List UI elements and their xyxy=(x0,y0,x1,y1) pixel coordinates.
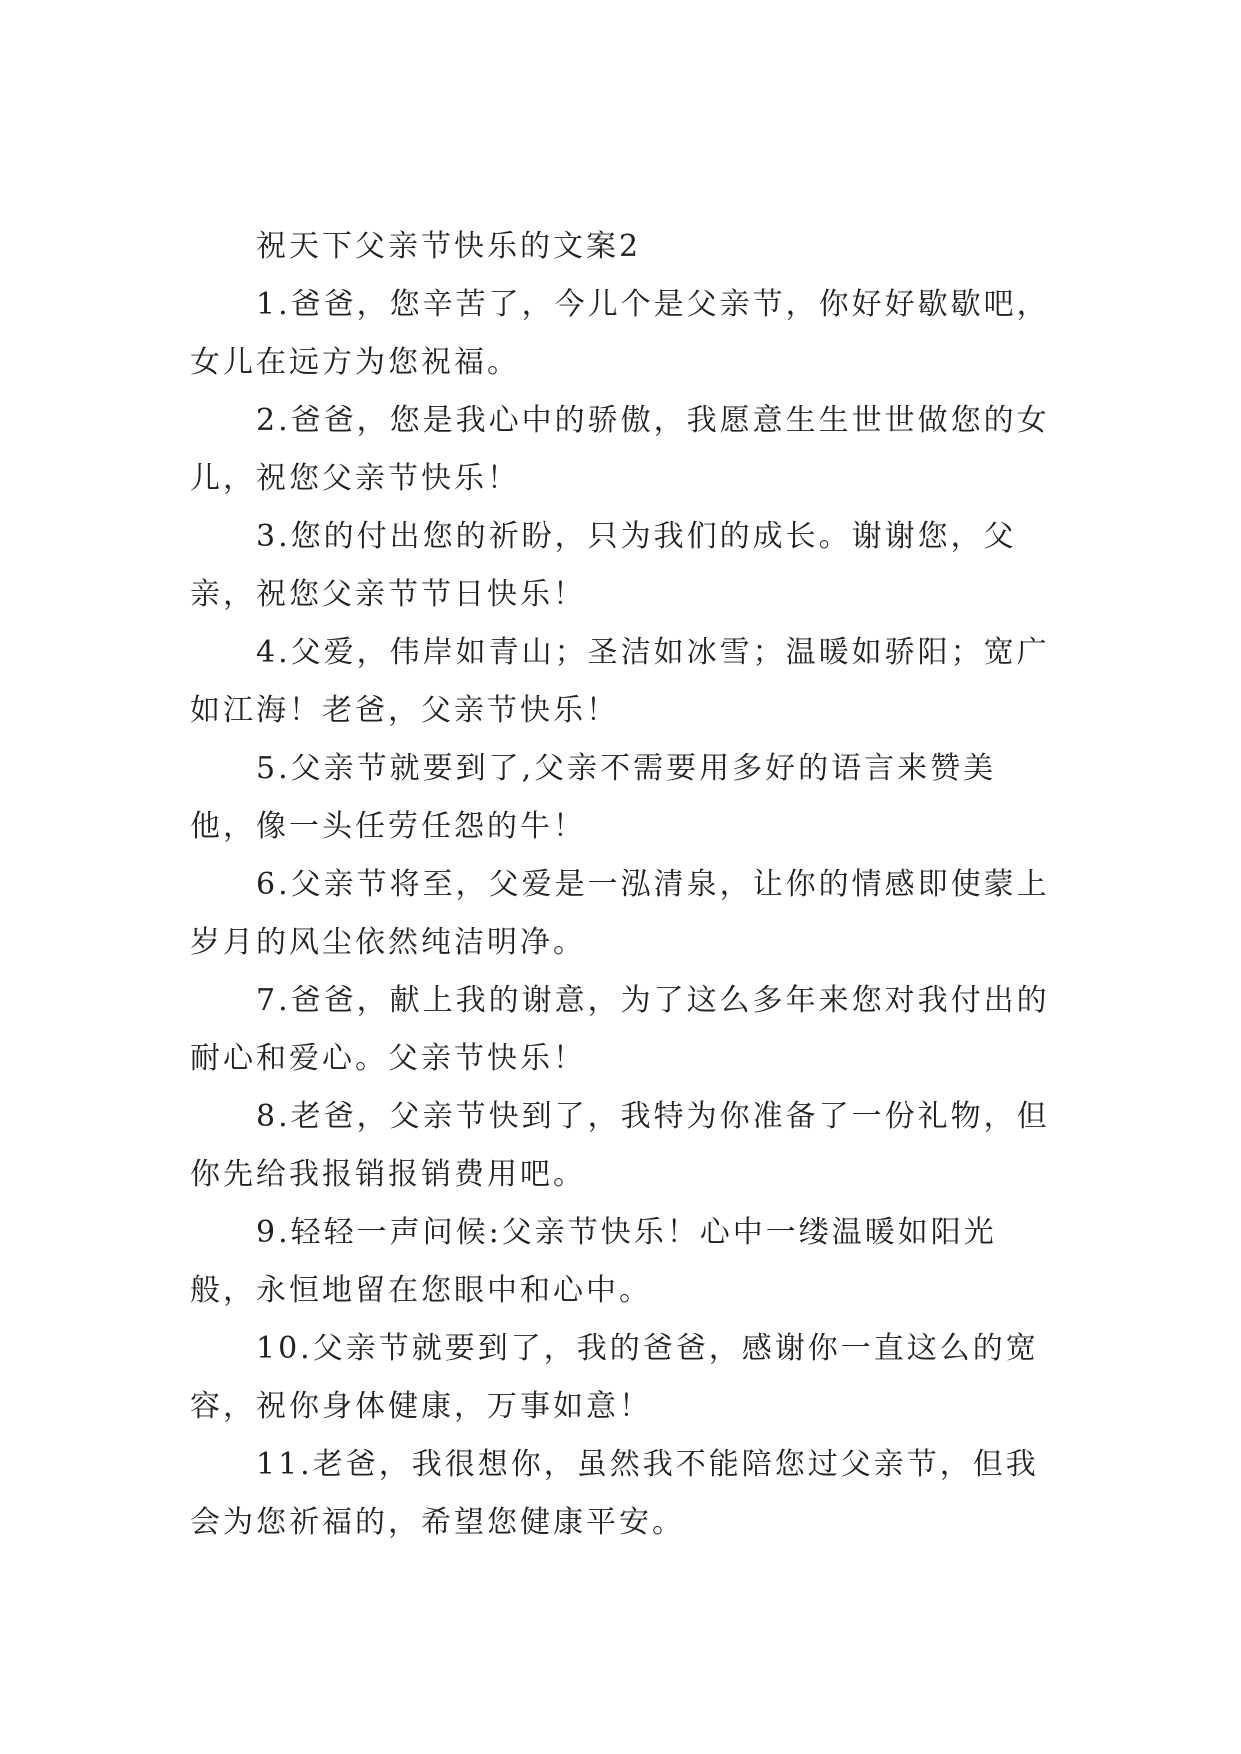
document-title: 祝天下父亲节快乐的文案2 xyxy=(256,229,642,264)
paragraph-2: 2.爸爸，您是我心中的骄傲，我愿意生生世世做您的女儿，祝您父亲节快乐！ xyxy=(190,403,1050,496)
paragraph-8: 8.老爸，父亲节快到了，我特为你准备了一份礼物，但你先给我报销报销费用吧。 xyxy=(190,1099,1050,1192)
paragraph-7: 7.爸爸，献上我的谢意，为了这么多年来您对我付出的耐心和爱心。父亲节快乐！ xyxy=(190,983,1050,1076)
paragraph-1: 1.爸爸，您辛苦了，今儿个是父亲节，你好好歇歇吧，女儿在远方为您祝福。 xyxy=(190,287,1050,380)
document-body xyxy=(190,218,1050,1552)
paragraph-5: 5.父亲节就要到了,父亲不需要用多好的语言来赞美他，像一头任劳任怨的牛！ xyxy=(190,751,997,844)
paragraph-3: 3.您的付出您的祈盼，只为我们的成长。谢谢您，父亲，祝您父亲节节日快乐！ xyxy=(190,519,1017,612)
paragraph-4: 4.父爱，伟岸如青山；圣洁如冰雪；温暖如骄阳；宽广如江海！老爸，父亲节快乐！ xyxy=(190,635,1050,728)
paragraph-6: 6.父亲节将至，父爱是一泓清泉，让你的情感即使蒙上岁月的风尘依然纯洁明净。 xyxy=(190,867,1050,960)
paragraph-9: 9.轻轻一声问候:父亲节快乐！心中一缕温暖如阳光般，永恒地留在您眼中和心中。 xyxy=(190,1215,997,1308)
paragraph-10: 10.父亲节就要到了，我的爸爸，感谢你一直这么的宽容，祝你身体健康，万事如意！ xyxy=(190,1331,1039,1424)
paragraph-11: 11.老爸，我很想你，虽然我不能陪您过父亲节，但我会为您祈福的，希望您健康平安。 xyxy=(190,1447,1039,1540)
